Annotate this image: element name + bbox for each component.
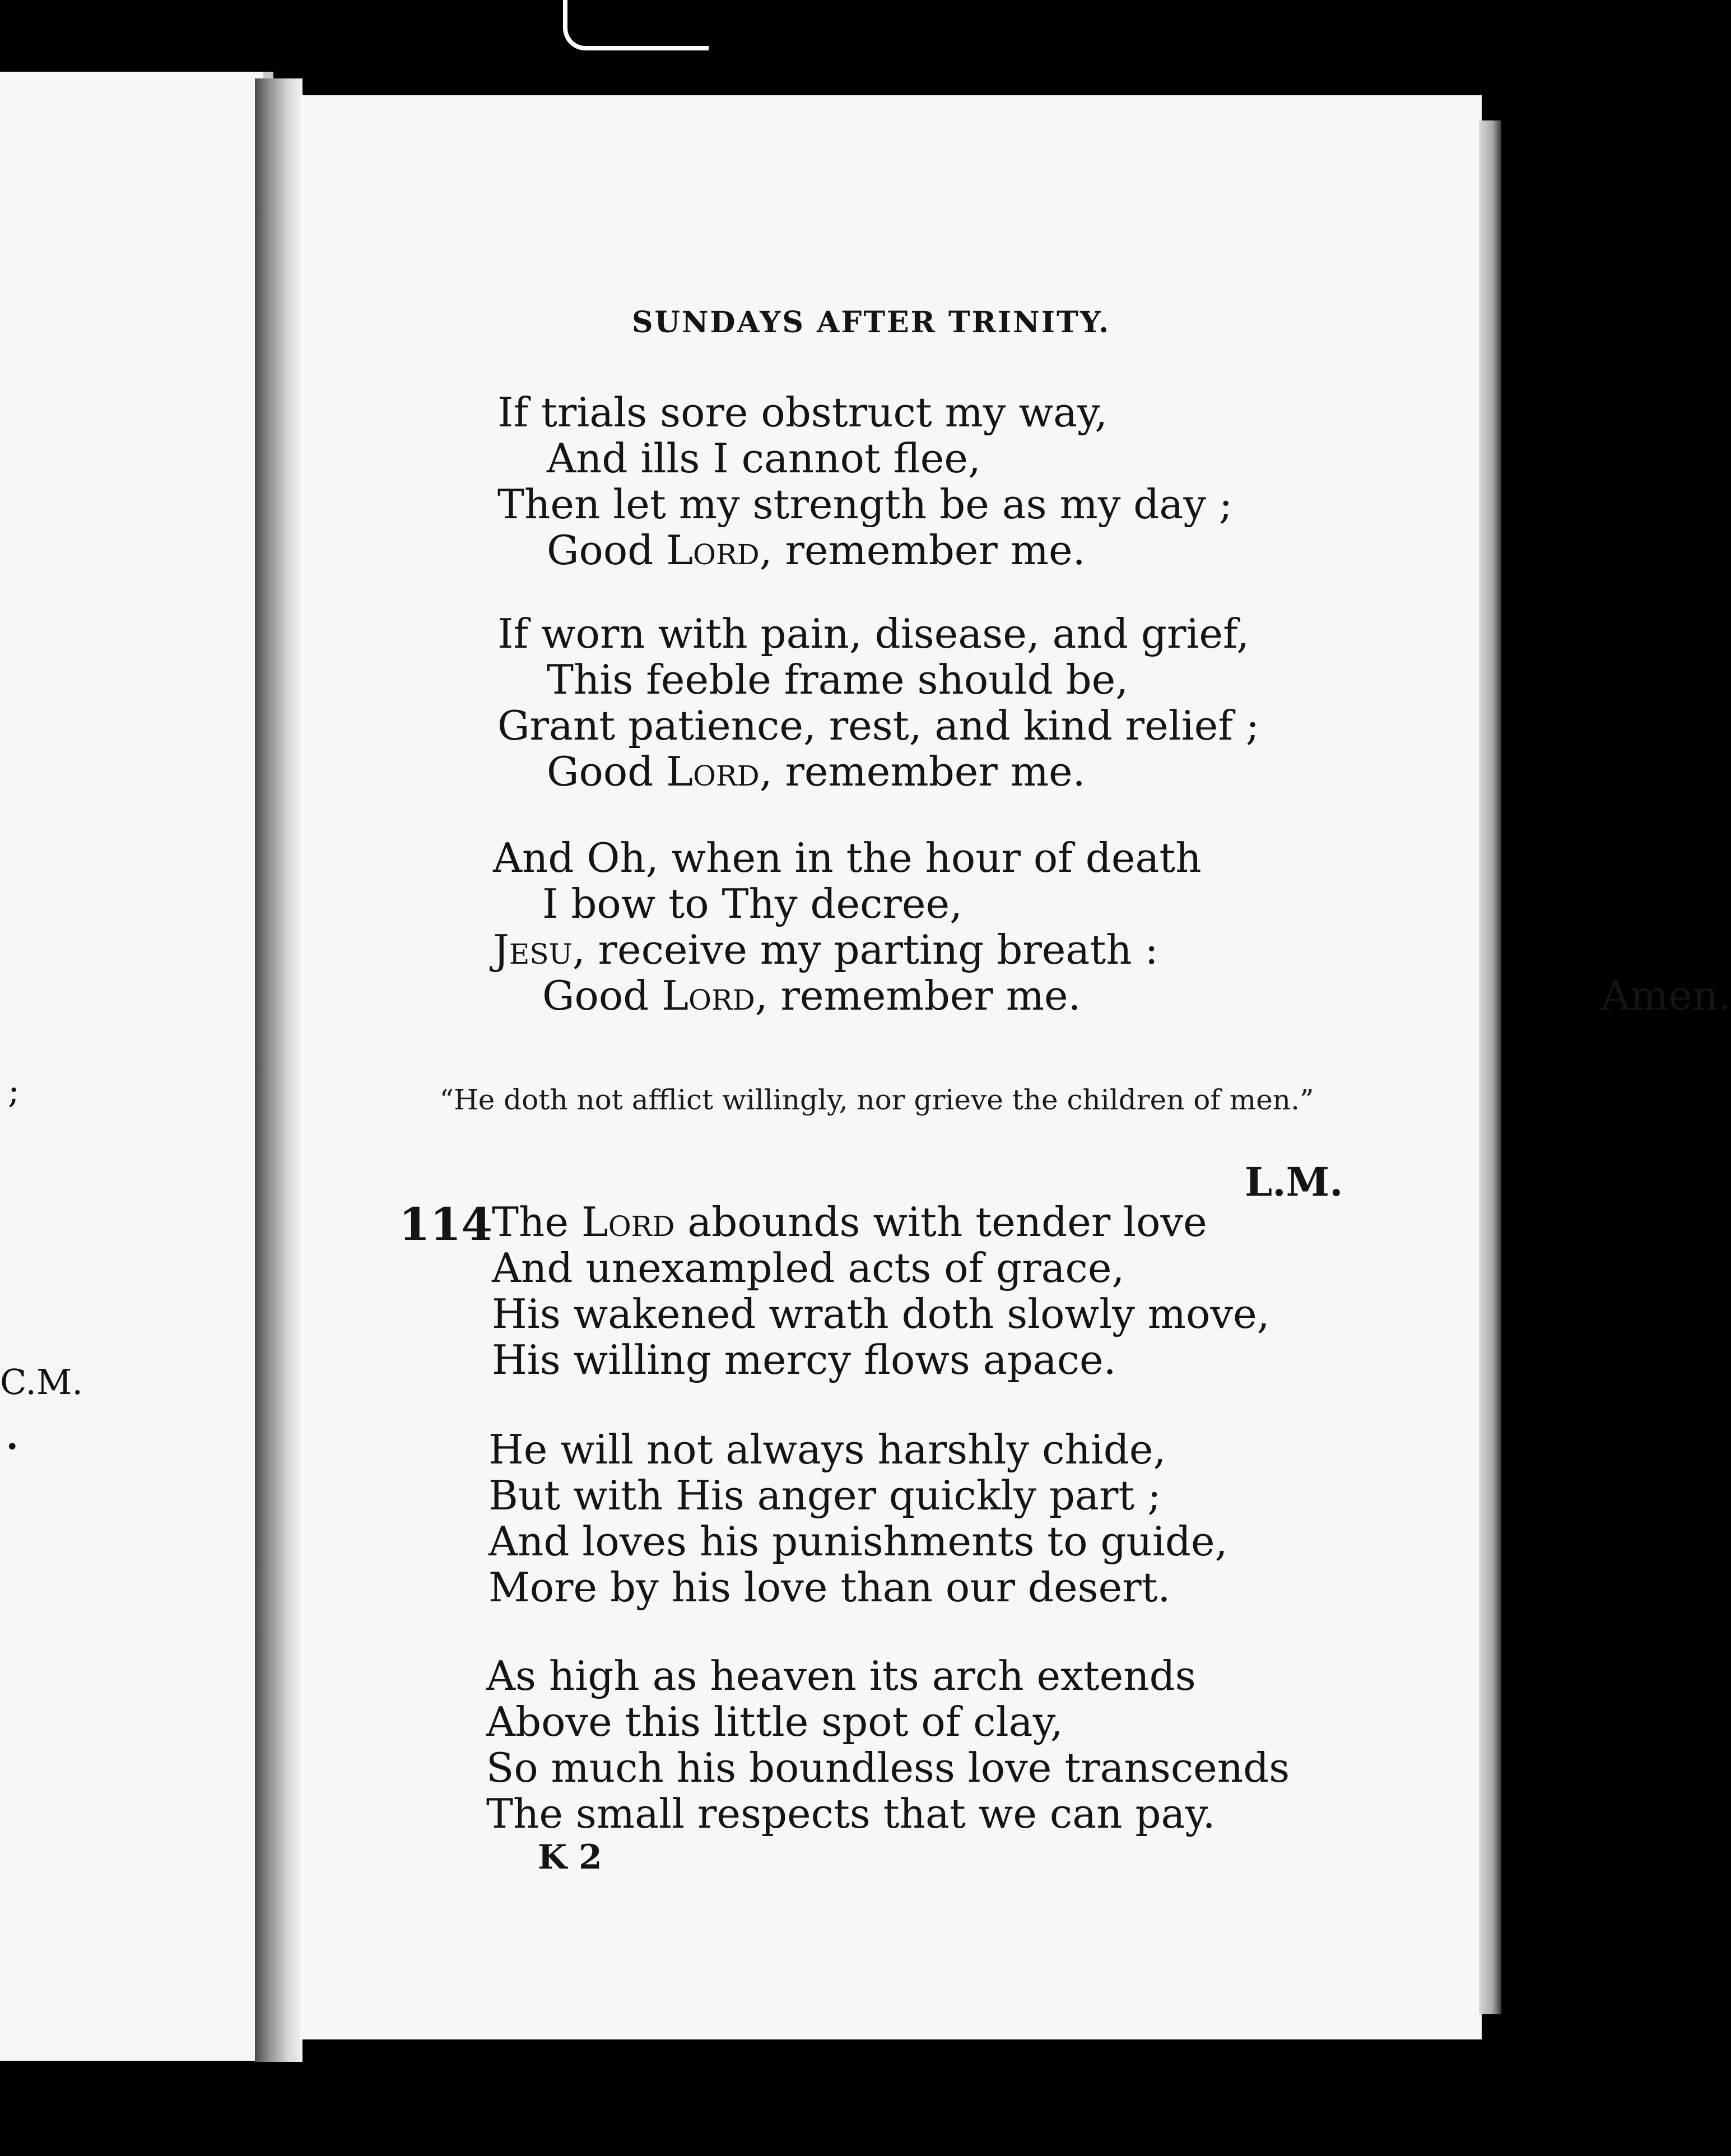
verse-line: And Oh, when in the hour of death bbox=[493, 834, 1202, 881]
printer-signature: K 2 bbox=[538, 1838, 602, 1877]
divine-name-small-caps: esu bbox=[509, 926, 573, 973]
verse-line: I bow to Thy decree, bbox=[542, 880, 962, 927]
verse-text: Good bbox=[547, 748, 667, 795]
verse-line: His willing mercy flows apace. bbox=[492, 1336, 1116, 1383]
verse-line: The small respects that we can pay. bbox=[486, 1790, 1216, 1837]
left-page-fragment-mark: • bbox=[6, 1434, 19, 1460]
verse-text: , remember me. bbox=[759, 748, 1086, 795]
hymn-epigraph: “He doth not afflict willingly, nor grieve the children of men.” bbox=[439, 1084, 1314, 1116]
verse-line: More by his love than our desert. bbox=[488, 1564, 1171, 1611]
left-page bbox=[0, 72, 273, 2061]
verse-text: , remember me. bbox=[755, 972, 1081, 1019]
verse-line: His wakened wrath doth slowly move, bbox=[492, 1290, 1270, 1337]
verse-line: And loves his punishments to guide, bbox=[488, 1518, 1228, 1565]
verse-line bbox=[493, 927, 1202, 973]
verse-line: As high as heaven its arch extends bbox=[486, 1652, 1196, 1699]
verse-text: , remember me. bbox=[759, 527, 1086, 574]
divine-name-small-caps: Lord bbox=[666, 527, 760, 574]
page-edge bbox=[1479, 120, 1501, 2014]
hymn-meter: L.M. bbox=[1245, 1159, 1343, 1205]
amen: Amen. bbox=[1601, 972, 1731, 1019]
left-page-fragment-meter: C.M. bbox=[0, 1362, 83, 1402]
hymn-114-stanza-3 bbox=[486, 1653, 1290, 1837]
book-gutter bbox=[255, 78, 303, 2062]
hymn-113-stanza-1 bbox=[497, 389, 1232, 573]
verse-line: This feeble frame should be, bbox=[547, 656, 1129, 703]
top-binding-mark bbox=[563, 0, 709, 50]
verse-line: If trials sore obstruct my way, bbox=[497, 389, 1108, 436]
hymn-number: 114 bbox=[399, 1198, 492, 1251]
verse-line bbox=[492, 1199, 1270, 1245]
hymn-114-stanza-2 bbox=[488, 1427, 1228, 1610]
verse-line bbox=[497, 527, 1232, 573]
verse-line: So much his boundless love transcends bbox=[486, 1744, 1290, 1791]
verse-line: Above this little spot of clay, bbox=[486, 1698, 1063, 1745]
verse-text: The bbox=[492, 1198, 581, 1246]
verse-line: But with His anger quickly part ; bbox=[488, 1472, 1161, 1519]
verse-line: Grant patience, rest, and kind relief ; bbox=[497, 702, 1260, 749]
hymn-113-stanza-2 bbox=[497, 611, 1259, 794]
hymn-114-stanza-1 bbox=[492, 1199, 1270, 1383]
verse-line bbox=[493, 972, 1731, 1019]
divine-name-small-caps: Lord bbox=[662, 972, 755, 1019]
divine-name-small-caps: Lord bbox=[581, 1198, 675, 1246]
left-page-fragment-semicolon: ; bbox=[8, 1070, 20, 1111]
verse-text: Good bbox=[542, 972, 662, 1019]
divine-name-small-caps: Lord bbox=[666, 748, 760, 795]
running-head: SUNDAYS AFTER TRINITY. bbox=[632, 305, 1111, 340]
verse-line: If worn with pain, disease, and grief, bbox=[497, 610, 1249, 657]
verse-line: Then let my strength be as my day ; bbox=[497, 481, 1233, 528]
verse-line: And ills I cannot flee, bbox=[547, 435, 981, 482]
verse-text: abounds with tender love bbox=[674, 1198, 1207, 1246]
verse-line: He will not always harshly chide, bbox=[488, 1426, 1166, 1473]
verse-text: , receive my parting breath : bbox=[572, 926, 1158, 973]
hymn-113-stanza-3 bbox=[493, 834, 1731, 1019]
verse-text: Good bbox=[547, 527, 667, 574]
verse-text: J bbox=[493, 926, 509, 973]
verse-line bbox=[497, 749, 1259, 794]
verse-line: And unexampled acts of grace, bbox=[492, 1244, 1125, 1291]
